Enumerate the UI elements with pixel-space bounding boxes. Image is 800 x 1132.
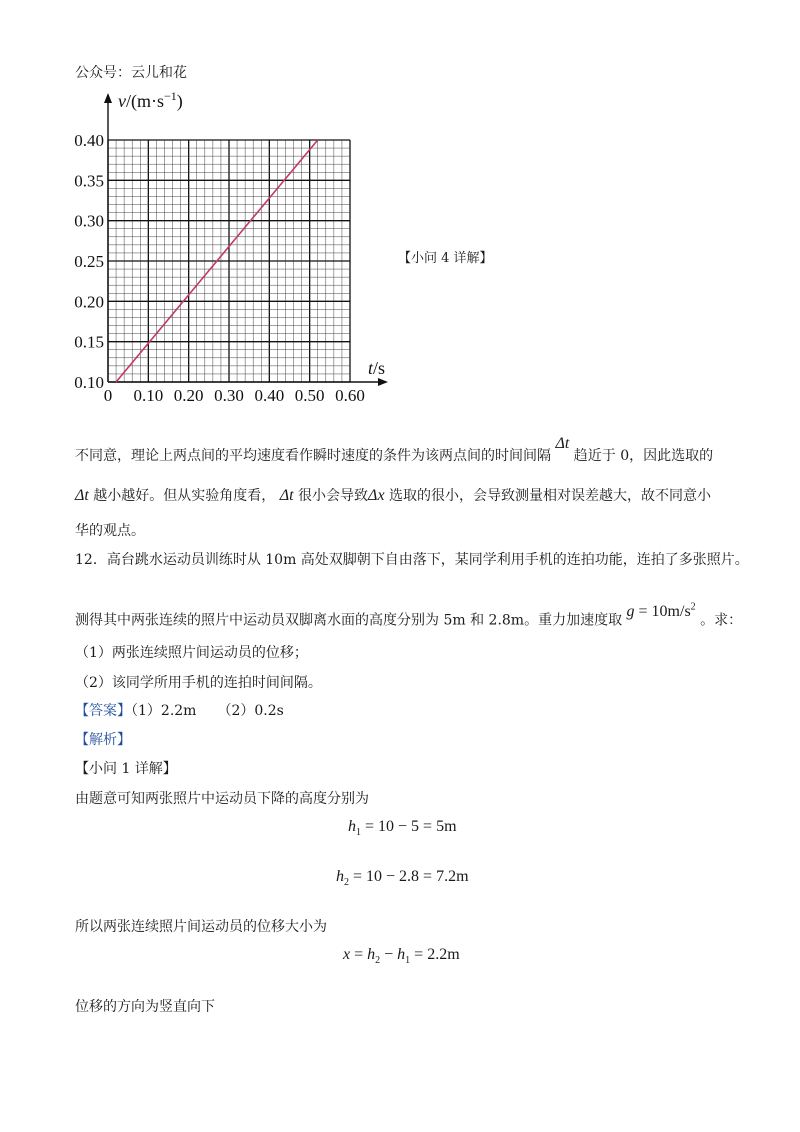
side-note: 【小问 4 详解】 <box>398 251 493 266</box>
para1-line3: 华的观点。 <box>75 523 145 539</box>
q12-line2-end: 。求： <box>700 612 743 629</box>
displacement-intro: 所以两张连续照片间运动员的位移大小为 <box>75 919 327 935</box>
x-axis-arrow <box>378 378 388 386</box>
q12-line2-text: 测得其中两张连续的照片中运动员双脚离水面的高度分别为 5m 和 2.8m。重力加速度取 <box>75 612 623 629</box>
y-tick-label: 0.10 <box>74 373 104 392</box>
analysis-tag: 【解析】 <box>75 732 131 748</box>
para1-a: 不同意，理论上两点间的平均速度看作瞬时速度的条件为该两点间的时间间隔 <box>75 448 551 464</box>
answer-line <box>75 701 284 721</box>
y-tick-label: 0.25 <box>74 252 104 271</box>
y-axis-label <box>118 89 183 112</box>
x-tick-label: 0.30 <box>214 386 244 405</box>
x-axis-unit: /s <box>373 358 386 378</box>
y-axis-var: v <box>118 91 126 111</box>
para1-c: 越小越好。但从实验角度看， <box>93 488 276 504</box>
intro-text: 由题意可知两张照片中运动员下降的高度分别为 <box>75 791 369 807</box>
answer-tag: 【答案】 <box>75 703 131 719</box>
para1-e: 选取的很小，会导致测量相对误差越大，故不同意小 <box>389 488 711 504</box>
equation-h2: $h_2 = 10 - 2.8 = 7.2m$ <box>336 868 469 889</box>
chart-grid <box>108 140 350 382</box>
x-tick-label: 0 <box>103 386 113 405</box>
velocity-time-chart <box>60 85 400 415</box>
x-axis-label <box>368 358 385 378</box>
x-axis-var: t <box>368 358 374 378</box>
q12-sub1: （1）两张连续照片间运动员的位移； <box>75 645 308 661</box>
delta-t-3: Δt <box>279 487 294 504</box>
delta-t-2: Δt <box>75 487 89 504</box>
y-axis-unit: /(m·s <box>126 91 164 111</box>
y-tick-label: 0.30 <box>74 211 104 231</box>
equation-h1: $h_1 = 10 - 5 = 5m$ <box>348 818 457 839</box>
x-tick-label: 0.20 <box>173 386 204 405</box>
y-tick-label: 0.20 <box>74 292 104 312</box>
x-tick-label: 0.50 <box>294 386 325 405</box>
x-tick-label: 0.60 <box>335 386 365 405</box>
g-equation: $g = 10m/s^2$ <box>626 602 696 621</box>
y-axis-arrow <box>104 93 112 103</box>
equation-x: $x = h_2 - h_1 = 2.2m$ <box>343 946 460 967</box>
sub-question-1: 【小问 1 详解】 <box>75 761 177 777</box>
delta-x: Δx <box>368 487 385 504</box>
para1-d: 很小会导致 <box>298 488 369 504</box>
x-tick-label: 0.10 <box>133 386 164 405</box>
para1-b: 趋近于 0，因此选取的 <box>573 448 714 464</box>
delta-t-1: Δt <box>555 435 570 452</box>
para1-line2 <box>75 486 711 506</box>
y-tick-label: 0.40 <box>74 131 104 150</box>
answer-text: （1）2.2m （2）0.2s <box>131 703 284 719</box>
y-axis-close: ) <box>176 91 183 111</box>
q12-line1: 12．高台跳水运动员训练时从 10m 高处双脚朝下自由落下，某同学利用手机的连拍功能，连拍了多张照片。 <box>75 552 749 568</box>
q12-line2 <box>75 602 743 630</box>
y-tick-label: 0.35 <box>74 171 104 191</box>
y-axis-exp: −1 <box>164 89 177 103</box>
q12-sub2: （2）该同学所用手机的连拍时间间隔。 <box>75 675 322 691</box>
watermark: 公众号：云儿和花 <box>75 65 187 81</box>
para1-line1 <box>75 435 714 466</box>
y-tick-label: 0.15 <box>74 332 104 352</box>
x-tick-label: 0.40 <box>254 386 285 405</box>
direction-text: 位移的方向为竖直向下 <box>75 999 215 1015</box>
